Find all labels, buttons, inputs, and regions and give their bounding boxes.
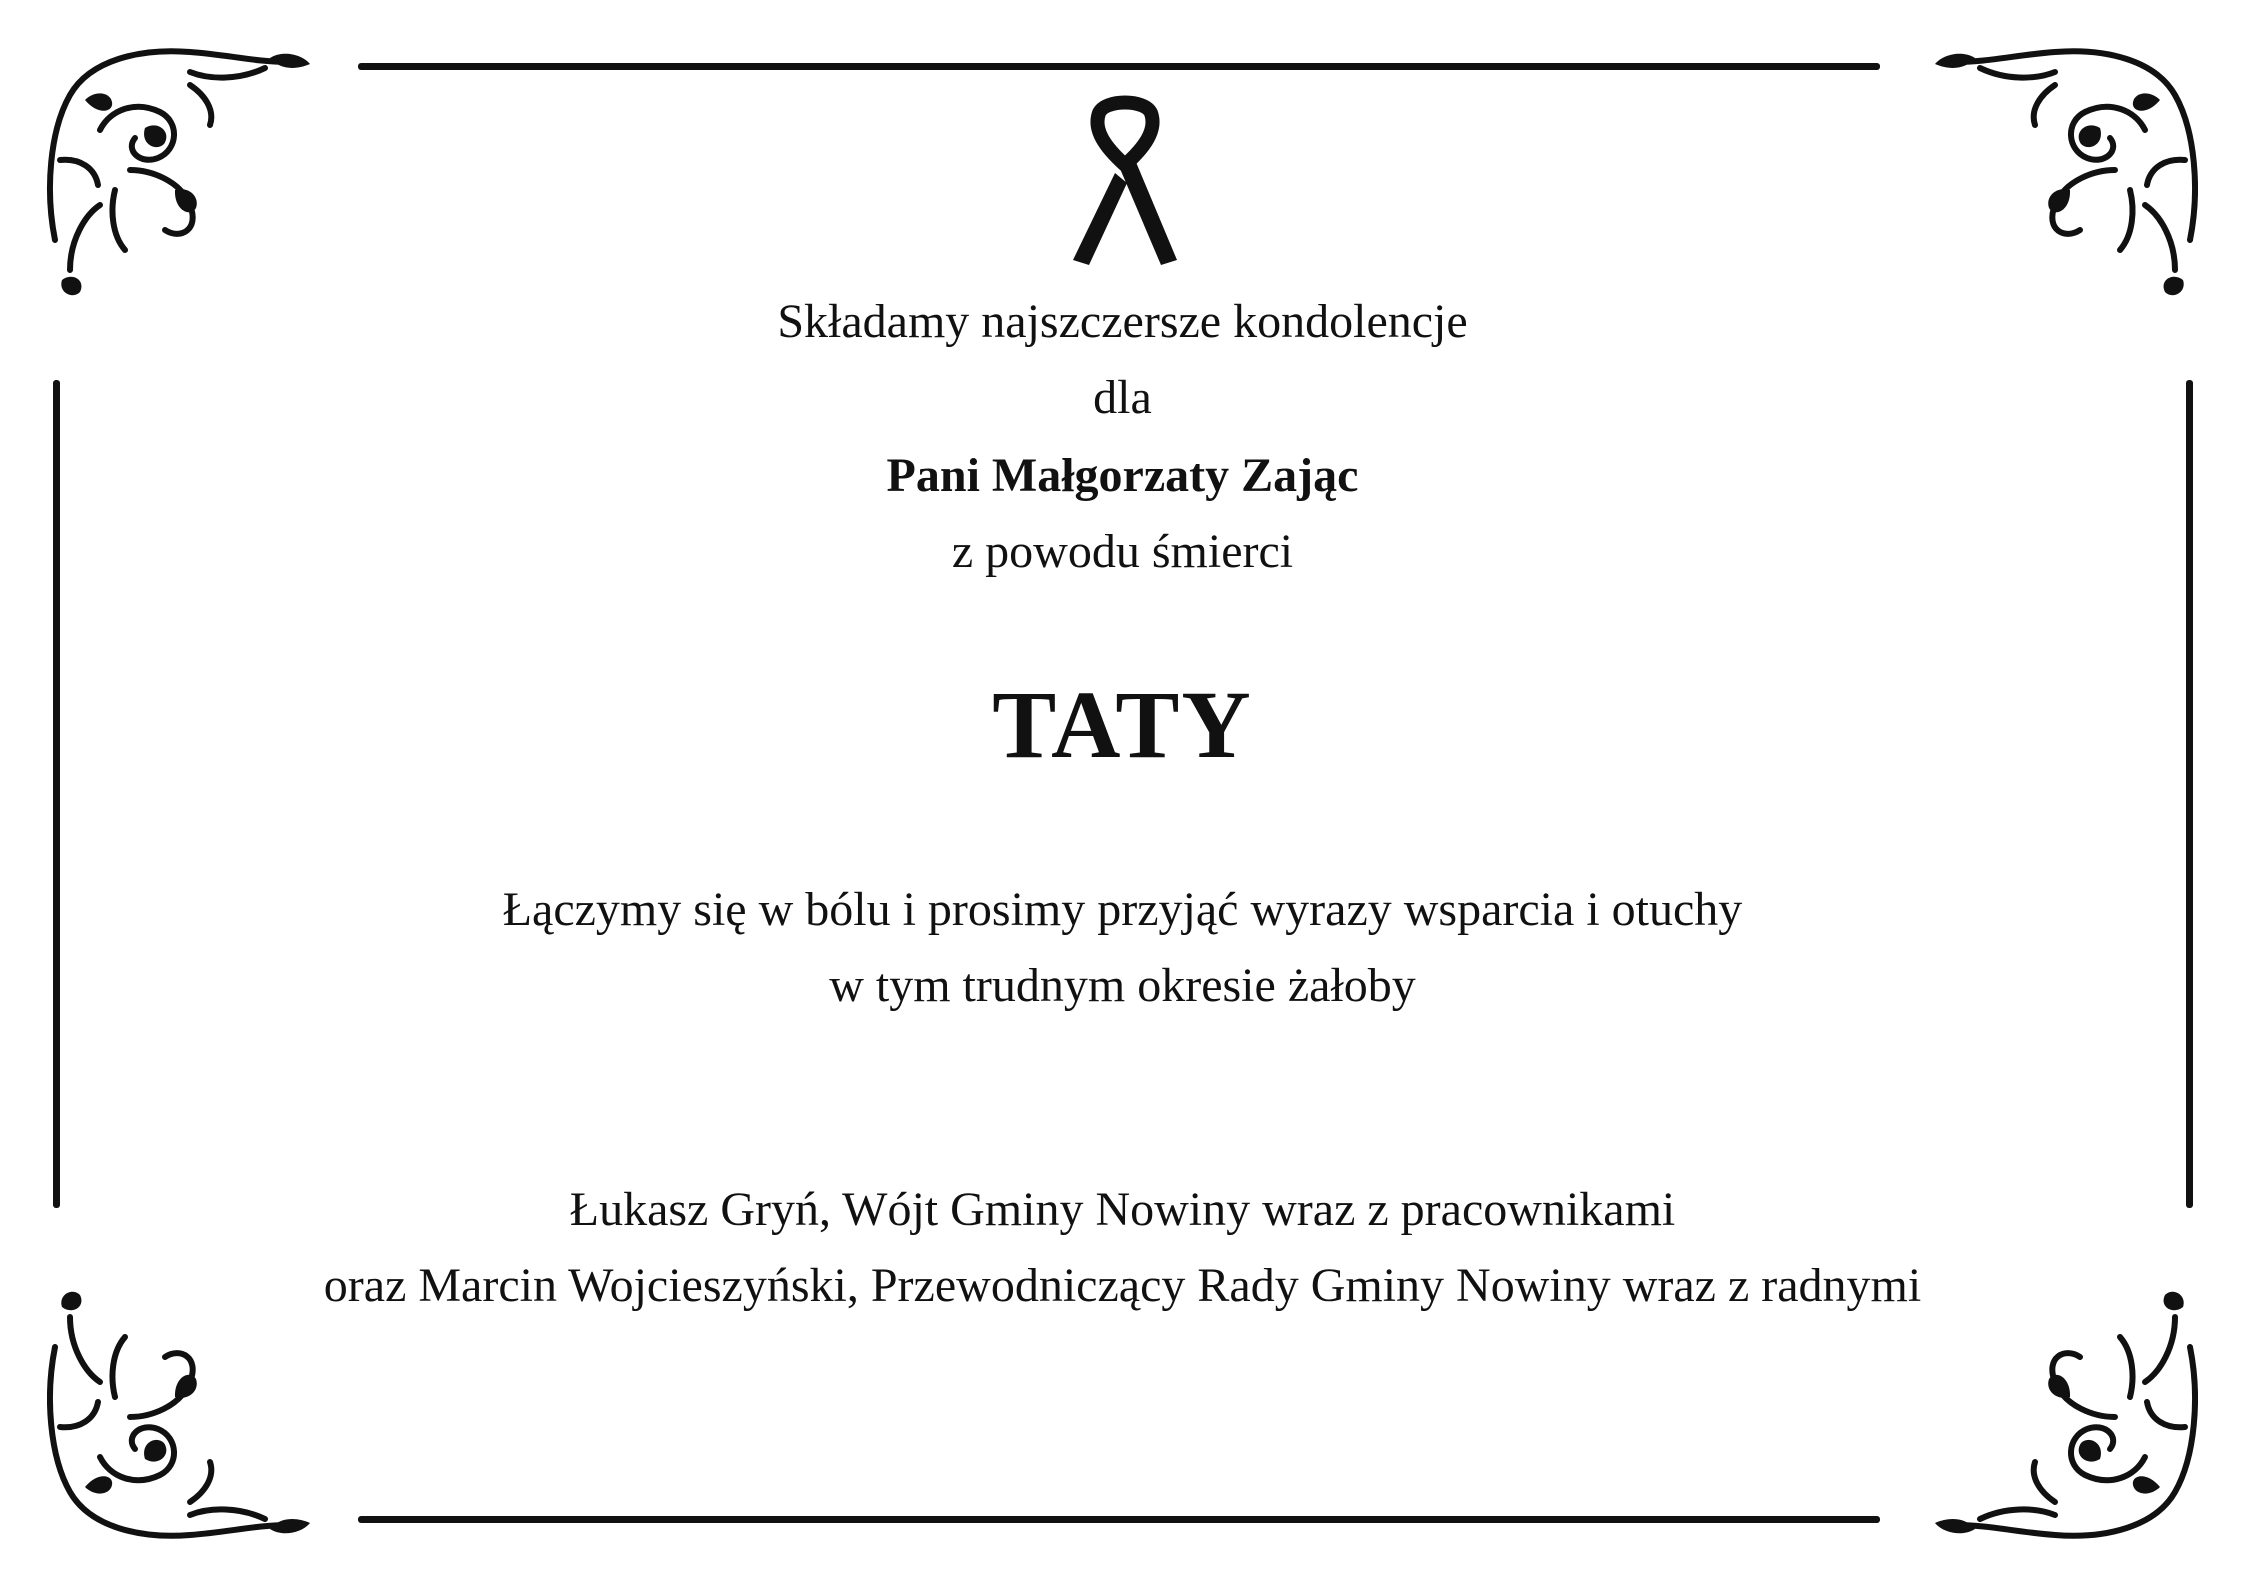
support-message-line-2: w tym trudnym okresie żałoby xyxy=(829,959,1416,1012)
signature-line-2: oraz Marcin Wojcieszyński, Przewodniczący Rady Gminy Nowiny wraz z radnymi xyxy=(323,1259,1922,1312)
condolence-intro: Składamy najszczersze kondolencje xyxy=(777,295,1468,348)
recipient-name: Pani Małgorzaty Zając xyxy=(886,449,1359,502)
frame-top-line xyxy=(358,63,1880,70)
mourning-ribbon-icon xyxy=(1065,95,1185,270)
signature-line-1: Łukasz Gryń, Wójt Gminy Nowiny wraz z pracownikami xyxy=(569,1183,1676,1236)
support-message-line-1: Łączymy się w bólu i prosimy przyjąć wyrazy wsparcia i otuchy xyxy=(502,883,1743,936)
condolence-for: dla xyxy=(1093,371,1152,424)
frame-bottom-line xyxy=(358,1516,1880,1523)
condolence-reason: z powodu śmierci xyxy=(951,525,1294,578)
deceased-title: TATY xyxy=(992,671,1253,778)
